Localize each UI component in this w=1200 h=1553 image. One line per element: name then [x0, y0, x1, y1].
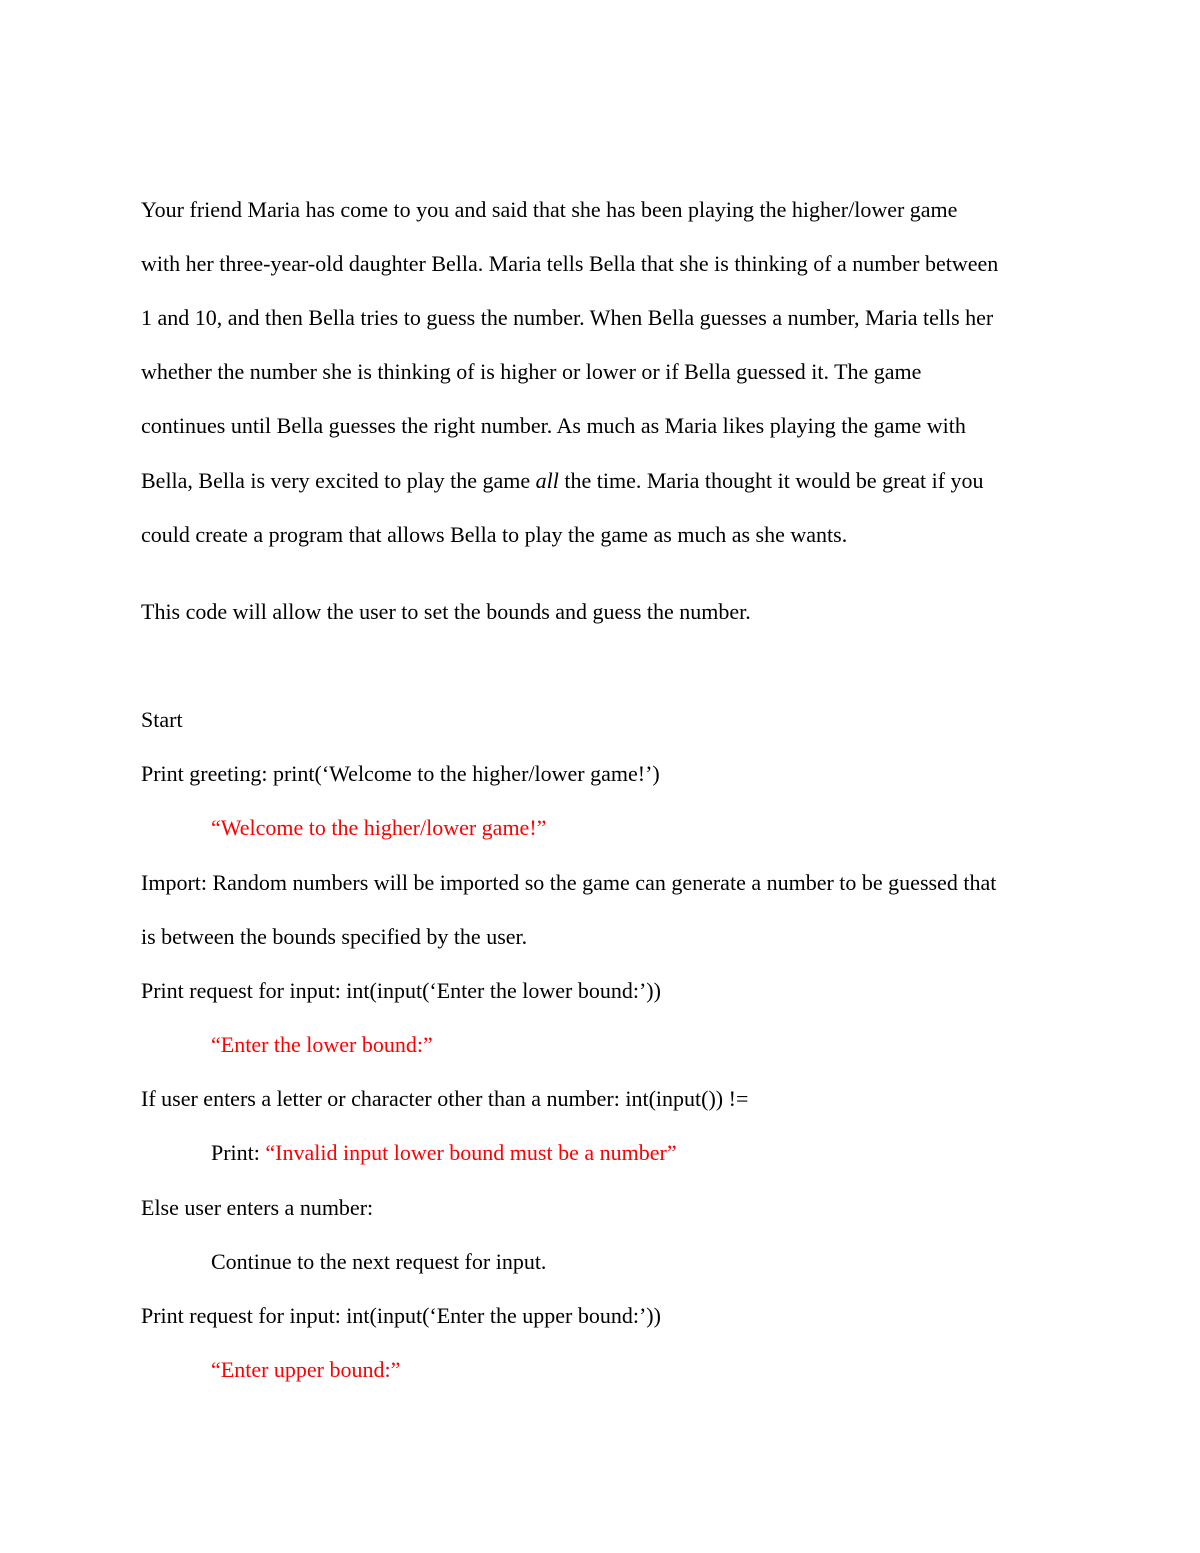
intro-line-6-end: the time. Maria thought it would be great if you: [558, 468, 984, 493]
pseudo-upper-request: Print request for input: int(input(‘Enter the upper bound:’)): [141, 1303, 661, 1328]
pseudo-upper-output: “Enter upper bound:”: [211, 1357, 401, 1382]
pseudo-invalid-print-label: Print:: [211, 1140, 266, 1165]
pseudo-invalid-check: If user enters a letter or character other than a number: int(input()) !=: [141, 1086, 749, 1111]
pseudo-else: Else user enters a number:: [141, 1195, 374, 1220]
pseudo-import-line-1: Import: Random numbers will be imported so the game can generate a number to be guessed that: [141, 870, 997, 895]
pseudo-greeting-output: “Welcome to the higher/lower game!”: [211, 815, 547, 840]
pseudo-lower-output: “Enter the lower bound:”: [211, 1032, 433, 1057]
pseudo-import-line-2: is between the bounds specified by the user.: [141, 924, 528, 949]
pseudo-greeting: Print greeting: print(‘Welcome to the higher/lower game!’): [141, 761, 660, 786]
summary-line: This code will allow the user to set the bounds and guess the number.: [141, 599, 751, 624]
intro-line-2: with her three-year-old daughter Bella. Maria tells Bella that she is thinking of a number between: [141, 251, 999, 276]
pseudo-continue: Continue to the next request for input.: [211, 1249, 547, 1274]
intro-line-5: continues until Bella guesses the right number. As much as Maria likes playing the game with: [141, 413, 966, 438]
intro-emphasis-all: all: [535, 468, 559, 493]
pseudo-lower-request: Print request for input: int(input(‘Enter the lower bound:’)): [141, 978, 661, 1003]
pseudo-invalid-print-message: “Invalid input lower bound must be a number”: [265, 1140, 677, 1165]
intro-line-4: whether the number she is thinking of is higher or lower or if Bella guessed it. The game: [141, 359, 922, 384]
intro-line-6-start: Bella, Bella is very excited to play the game: [141, 468, 536, 493]
intro-line-3: 1 and 10, and then Bella tries to guess the number. When Bella guesses a number, Maria tells her: [141, 305, 994, 330]
intro-line-1: Your friend Maria has come to you and said that she has been playing the higher/lower game: [141, 197, 958, 222]
pseudo-start: Start: [141, 707, 183, 732]
intro-line-6: [141, 467, 984, 495]
pseudo-invalid-print: [211, 1139, 677, 1167]
intro-line-7: could create a program that allows Bella to play the game as much as she wants.: [141, 522, 848, 547]
